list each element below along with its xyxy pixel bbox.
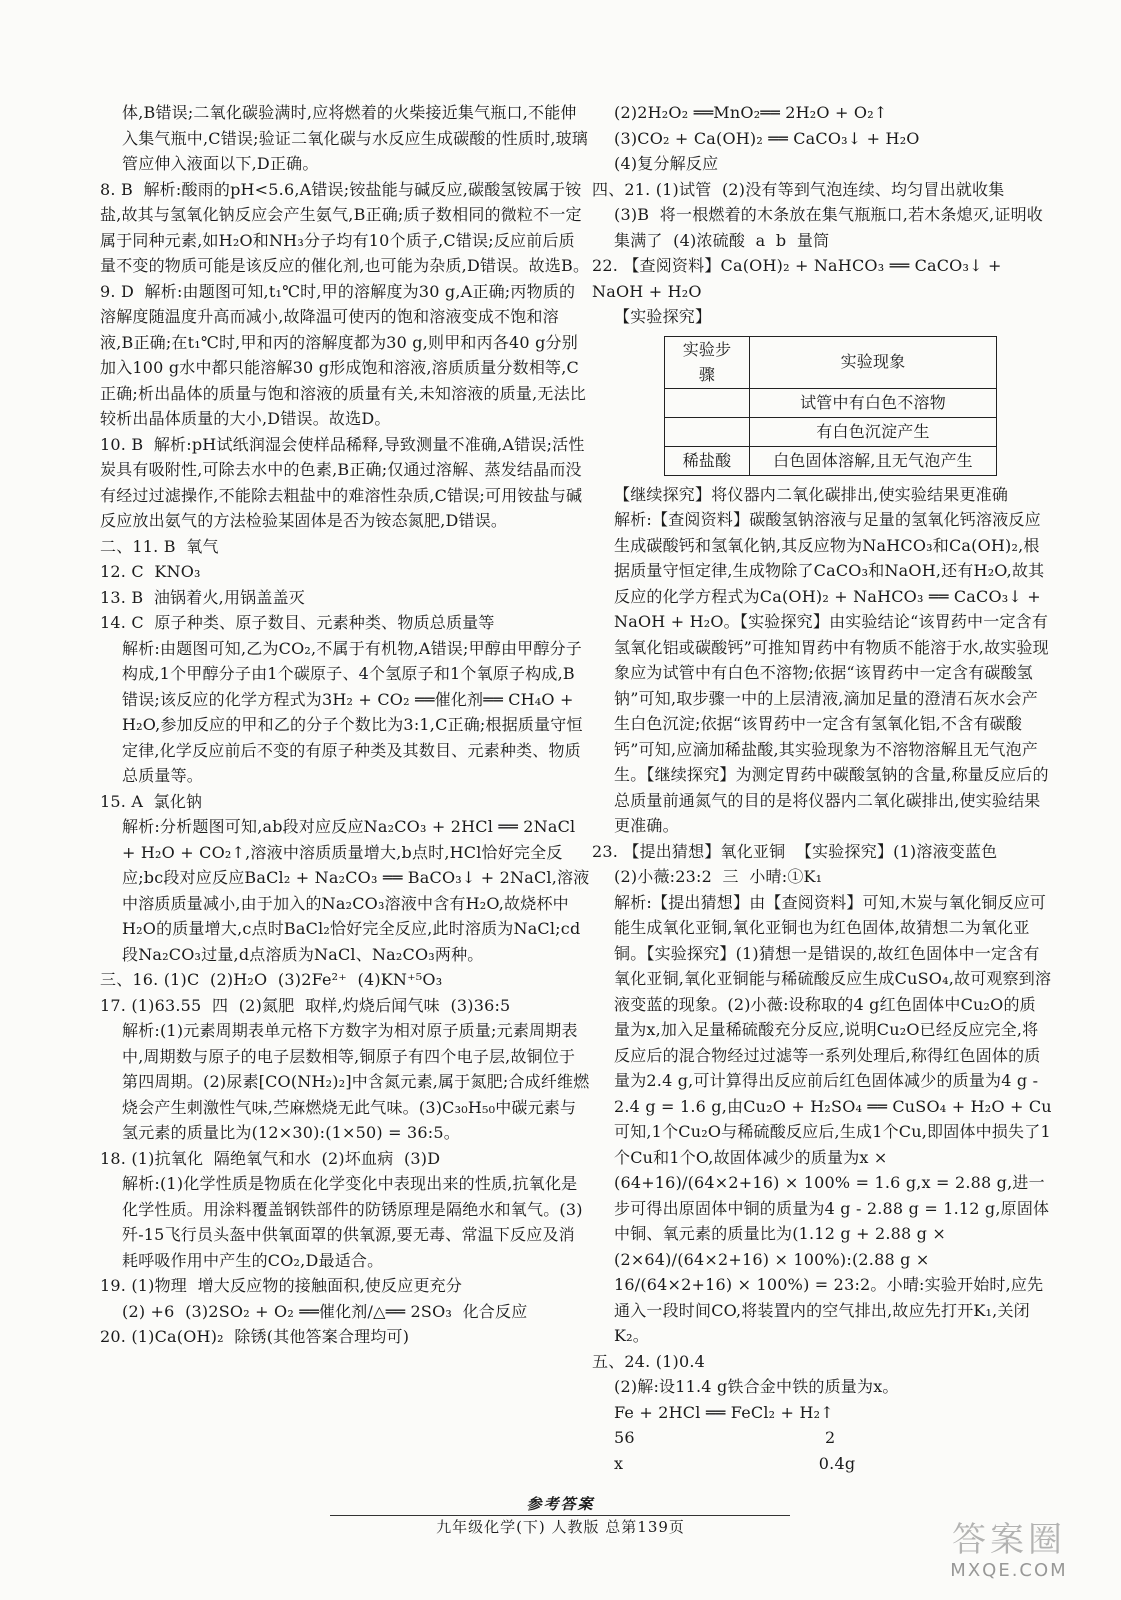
answer-paragraph: (3)CO₂ + Ca(OH)₂ ══ CaCO₃↓ + H₂O — [614, 128, 920, 148]
answer-paragraph: 13. B 油锅着火,用锅盖盖灭 — [100, 587, 305, 607]
right-column — [592, 100, 1052, 1476]
answer-paragraph: 体,B错误;二氧化碳验满时,应将燃着的火柴接近集气瓶口,不能伸入集气瓶中,C错误;验证二氧化碳与水反应生成碳酸的性质时,玻璃管应伸入液面以下,D正确。 — [122, 103, 589, 173]
answer-paragraph: (2)2H₂O₂ ══MnO₂══ 2H₂O + O₂↑ — [614, 103, 888, 122]
answer-paragraph: 18. (1)抗氧化 隔绝氧气和水 (2)坏血病 (3)D — [100, 1148, 441, 1168]
watermark-site: MXQE.COM — [950, 1560, 1068, 1581]
watermark-logo: 答案圈 — [952, 1520, 1066, 1560]
answer-paragraph: 17. (1)63.55 四 (2)氮肥 取样,灼烧后闻气味 (3)36:5 — [100, 995, 511, 1015]
answer-paragraph: 【实验探究】 — [614, 307, 712, 326]
table-cell — [665, 388, 750, 417]
table-cell — [665, 417, 750, 446]
answer-paragraph: 解析:【查阅资料】碳酸氢钠溶液与足量的氢氧化钙溶液反应生成碳酸钙和氢氧化钠,其反应物为NaHCO₃和Ca(OH)₂,根据质量守恒定律,生成物除了CaCO₃和NaOH,还有H₂O,故其反应的化学方程式为Ca(OH)₂ + NaHCO₃ ══ CaCO₃↓ + NaOH + H₂O。【实验探究】由实验结论“该胃药中一定含有氢氧化铝或碳酸钙”可推知胃药中有物质不能溶于水,故实验现象应为试管中有白色不溶物;依据“该胃药中一定含有碳酸氢钠”可知,取步骤一中的上层清液,滴加足量的澄清石灰水会产生白色沉淀;依据“该胃药中一定含有氢氧化铝,不含有碳酸钙”可知,应滴加稀盐酸,其实验现象为不溶物溶解且无气泡产生。【继续探究】为测定胃药中碳酸氢钠的含量,称量反应后的总质量前通氮气的目的是将仪器内二氧化碳排出,使实验结果更准确。 — [614, 510, 1049, 835]
table-cell: 稀盐酸 — [665, 446, 750, 475]
answer-paragraph: (2)小薇:23:2 三 小晴:①K₁ — [614, 867, 823, 886]
answer-paragraph: 解析:【提出猜想】由【查阅资料】可知,木炭与氧化铜反应可能生成氧化亚铜,氧化亚铜也为红色固体,故猜想二为氧化亚铜。【实验探究】(1)猜想一是错误的,故红色固体中一定含有氧化亚铜,氧化亚铜能与稀硫酸反应生成CuSO₄,故可观察到溶液变蓝的现象。(2)小薇:设称取的4 g红色固体中Cu₂O的质量为x,加入足量稀硫酸充分反应,说明Cu₂O已经反应完全,将反应后的混合物经过过滤等一系列处理后,称得红色固体的质量为2.4 g,可计算得出反应前后红色固体减少的质量为4 g - 2.4 g = 1.6 g,由Cu₂O + H₂SO₄ ══ CuSO₄ + H₂O + Cu可知,1个Cu₂O与稀硫酸反应后,生成1个Cu,即固体中损失了1个Cu和1个O,故固体减少的质量为x × (64+16)/(64×2+16) × 100% = 1.6 g,x = 2.88 g,进一步可得出原固体中铜的质量为4 g - 2.88 g = 1.12 g,原固体中铜、氧元素的质量比为(1.12 g + 2.88 g × (2×64)/(64×2+16) × 100%):(2.88 g × 16/(64×2+16) × 100%) = 23:2。小晴:实验开始时,应先通入一段时间CO,将装置内的空气排出,故应先打开K₁,关闭K₂。 — [614, 892, 1052, 1345]
table-header-phenomenon: 实验现象 — [750, 336, 997, 388]
answer-paragraph: Fe + 2HCl ══ FeCl₂ + H₂↑ — [614, 1402, 834, 1422]
experiment-table — [664, 336, 997, 476]
answer-paragraph: 9. D 解析:由题图可知,t₁℃时,甲的溶解度为30 g,A正确;丙物质的溶解度随温度升高而减小,故降温可使丙的饱和溶液变成不饱和溶液,B正确;在t₁℃时,甲和丙的溶解度都为30 g,则甲和丙各40 g分别加入100 g水中都只能溶解30 g形成饱和溶液,溶质质量分数相等,C正确;析出晶体的质量与饱和溶液的质量有关,未知溶液的质量,无法比较析出晶体质量的大小,D错误。故选D。 — [100, 281, 586, 428]
answer-paragraph: (2) +6 (3)2SO₂ + O₂ ══催化剂/△══ 2SO₃ 化合反应 — [122, 1301, 528, 1321]
answer-paragraph: 10. B 解析:pH试纸润湿会使样品稀释,导致测量不准确,A错误;活性炭具有吸附性,可除去水中的色素,B正确;仅通过溶解、蒸发结晶而没有经过过滤操作,不能除去粗盐中的难溶性杂质,C错误;可用铵盐与碱反应放出氨气的方法检验某固体是否为铵态氮肥,D错误。 — [100, 434, 585, 530]
table-row — [665, 417, 997, 446]
answer-paragraph: x 0.4g — [614, 1453, 856, 1473]
answer-paragraph: 解析:分析题图可知,ab段对应反应Na₂CO₃ + 2HCl ══ 2NaCl + H₂O + CO₂↑,溶液中溶质质量增大,b点时,HCl恰好完全反应;bc段对应反应BaCl₂ + Na₂CO₃ ══ BaCO₃↓ + 2NaCl,溶液中溶质质量减小,由于加入的Na₂CO₃溶液中含有H₂O,故烧杯中H₂O的质量增大,c点时BaCl₂恰好完全反应,此时溶质为NaCl;cd段Na₂CO₃过量,d点溶质为NaCl、Na₂CO₃两种。 — [122, 817, 590, 964]
answer-paragraph: 三、16. (1)C (2)H₂O (3)2Fe²⁺ (4)KN⁺⁵O₃ — [100, 970, 443, 989]
answer-paragraph: 二、11. B 氧气 — [100, 536, 219, 556]
answer-paragraph: 56 2 — [614, 1428, 836, 1447]
table-cell: 有白色沉淀产生 — [750, 417, 997, 446]
answer-paragraph: 19. (1)物理 增大反应物的接触面积,使反应更充分 — [100, 1276, 463, 1295]
table-row — [665, 388, 997, 417]
answer-paragraph: 14. C 原子种类、原子数目、元素种类、物质总质量等 — [100, 613, 495, 632]
watermark — [919, 1520, 1099, 1590]
answer-paragraph: 20. (1)Ca(OH)₂ 除锈(其他答案合理均可) — [100, 1327, 410, 1346]
answer-paragraph: 解析:由题图可知,乙为CO₂,不属于有机物,A错误;甲醇由甲醇分子构成,1个甲醇分子由1个碳原子、4个氢原子和1个氧原子构成,B错误;该反应的化学方程式为3H₂ + CO₂ ══催化剂══ CH₄O + H₂O,参加反应的甲和乙的分子个数比为3:1,C正确;根据质量守恒定律,化学反应前后不变的有原子种类及其数目、元素种类、物质总质量等。 — [122, 638, 583, 785]
table-header-step: 实验步骤 — [665, 336, 750, 388]
right-top-block — [592, 100, 1052, 330]
answer-paragraph: 【继续探究】将仪器内二氧化碳排出,使实验结果更准确 — [614, 484, 1009, 504]
answer-paragraph: 四、21. (1)试管 (2)没有等到气泡连续、均匀冒出就收集 — [592, 179, 1005, 199]
footer-divider — [330, 1515, 790, 1516]
answer-paragraph: 15. A 氯化钠 — [100, 791, 203, 811]
footer-subtitle: 九年级化学(下) 人教版 总第139页 — [436, 1518, 685, 1536]
answer-paragraph: (3)B 将一根燃着的木条放在集气瓶瓶口,若木条熄灭,证明收集满了 (4)浓硫酸 a b 量筒 — [614, 205, 1043, 250]
table-header-row — [665, 336, 997, 388]
answer-paragraph: 五、24. (1)0.4 — [592, 1351, 706, 1371]
answer-paragraph: 22. 【查阅资料】Ca(OH)₂ + NaHCO₃ ══ CaCO₃↓ + NaOH + H₂O — [592, 256, 1007, 301]
answer-paragraph: (2)解:设11.4 g铁合金中铁的质量为x。 — [614, 1377, 899, 1396]
answer-paragraph: 解析:(1)化学性质是物质在化学变化中表现出来的性质,抗氧化是化学性质。用涂料覆盖钢铁部件的防锈原理是隔绝水和氧气。(3)歼-15飞行员头盔中供氧面罩的供氧源,要无毒、常温下反应及消耗呼吸作用中产生的CO₂,D最适合。 — [122, 1174, 583, 1270]
table-cell: 试管中有白色不溶物 — [750, 388, 997, 417]
answer-paragraph: 23. 【提出猜想】氧化亚铜 【实验探究】(1)溶液变蓝色 — [592, 841, 998, 861]
answer-paragraph: 12. C KNO₃ — [100, 562, 201, 581]
answer-paragraph: 解析:(1)元素周期表单元格下方数字为相对原子质量;元素周期表中,周期数与原子的电子层数相等,铜原子有四个电子层,故铜位于第四周期。(2)尿素[CO(NH₂)₂]中含氮元素,属于氮肥;合成纤维燃烧会产生刺激性气味,苎麻燃烧无此气味。(3)C₃₀H₅₀中碳元素与氢元素的质量比为(12×30):(1×50) = 36:5。 — [122, 1021, 590, 1142]
answer-paragraph: 8. B 解析:酸雨的pH<5.6,A错误;铵盐能与碱反应,碳酸氢铵属于铵盐,故其与氢氧化钠反应会产生氨气,B正确;质子数相同的微粒不一定属于同种元素,如H₂O和NH₃分子均有10个质子,C错误;反应前后质量不变的物质可能是该反应的催化剂,也可能为杂质,D错误。故选B。 — [100, 179, 590, 275]
footer-title: 参考答案 — [526, 1495, 595, 1513]
table-cell: 白色固体溶解,且无气泡产生 — [750, 446, 997, 475]
right-bottom-block — [592, 482, 1052, 1477]
left-column — [100, 100, 590, 1350]
table-row — [665, 446, 997, 475]
answer-paragraph: (4)复分解反应 — [614, 154, 719, 173]
